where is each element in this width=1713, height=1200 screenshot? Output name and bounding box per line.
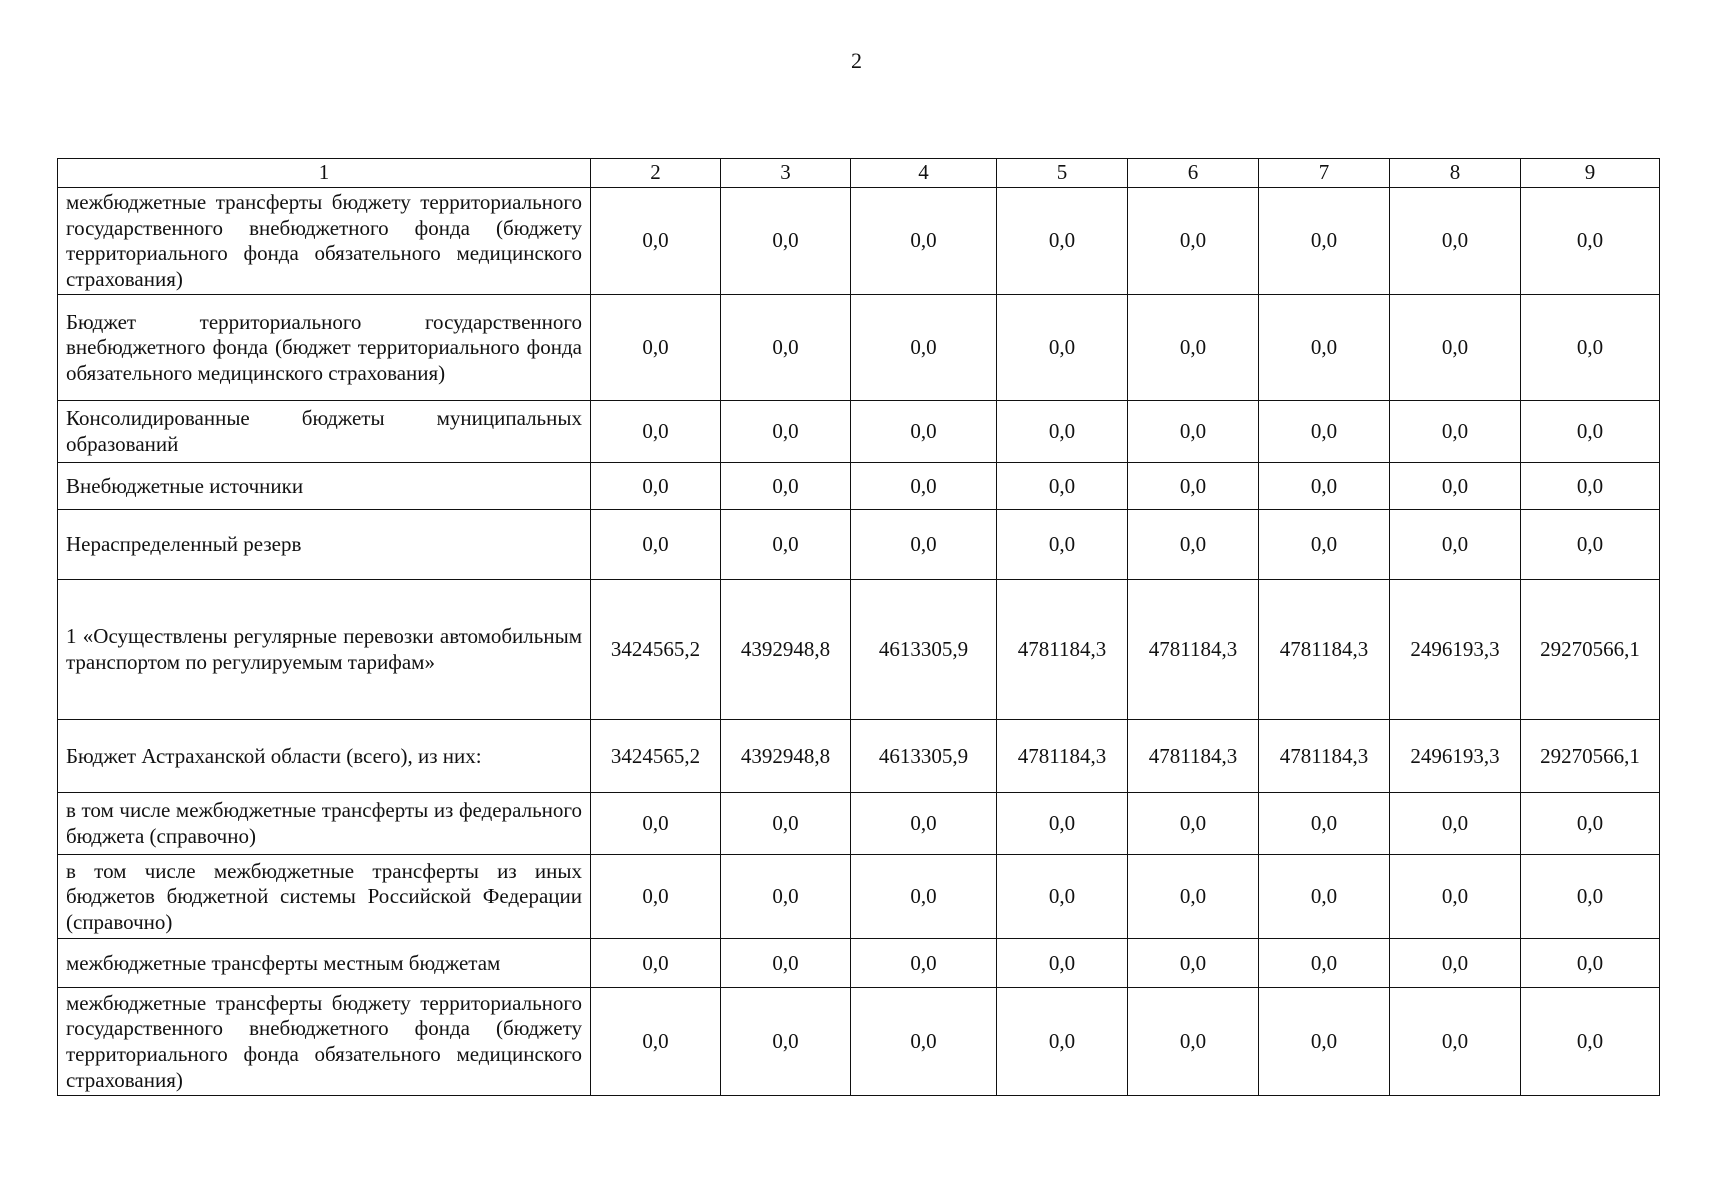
table-cell: 0,0 [591, 463, 721, 510]
table-cell: 29270566,1 [1521, 580, 1660, 720]
table-row [58, 855, 1660, 939]
table-cell: 0,0 [591, 295, 721, 401]
table-row [58, 720, 1660, 793]
table-cell: 0,0 [1390, 510, 1521, 580]
table-cell: 2496193,3 [1390, 580, 1521, 720]
table-row [58, 939, 1660, 988]
row-label: Бюджет Астраханской области (всего), из них: [58, 720, 591, 793]
table-cell: 0,0 [591, 855, 721, 939]
budget-table [57, 158, 1660, 1096]
table-cell: 0,0 [1128, 401, 1259, 463]
table-cell: 0,0 [1128, 463, 1259, 510]
row-label: Бюджет территориального государственного внебюджетного фонда (бюджет территориального фонда обязательного медицинского страхования) [58, 295, 591, 401]
table-cell: 0,0 [1128, 855, 1259, 939]
table-cell: 4781184,3 [1128, 720, 1259, 793]
table-row [58, 510, 1660, 580]
table-cell: 0,0 [721, 939, 851, 988]
table-cell: 4781184,3 [997, 720, 1128, 793]
table-cell: 0,0 [1128, 939, 1259, 988]
table-cell: 0,0 [1521, 793, 1660, 855]
table-cell: 0,0 [1521, 401, 1660, 463]
table-cell: 0,0 [591, 188, 721, 295]
table-cell: 4613305,9 [851, 720, 997, 793]
row-label: межбюджетные трансферты бюджету территориального государственного внебюджетного фонда (бюджету территориального фонда обязательного медицинского страхования) [58, 988, 591, 1096]
table-cell: 0,0 [1521, 988, 1660, 1096]
table-cell: 0,0 [721, 510, 851, 580]
table-cell: 3424565,2 [591, 580, 721, 720]
table-cell: 0,0 [1259, 988, 1390, 1096]
table-cell: 0,0 [1521, 510, 1660, 580]
table-cell: 0,0 [851, 401, 997, 463]
page-number: 2 [851, 48, 862, 73]
table-cell: 0,0 [591, 401, 721, 463]
table-cell: 0,0 [591, 939, 721, 988]
table-cell: 0,0 [1128, 510, 1259, 580]
table-cell: 0,0 [851, 988, 997, 1096]
table-cell: 0,0 [1521, 855, 1660, 939]
table-cell: 0,0 [1390, 793, 1521, 855]
column-header: 3 [721, 159, 851, 188]
table-cell: 0,0 [997, 295, 1128, 401]
table-cell: 4613305,9 [851, 580, 997, 720]
table-cell: 0,0 [721, 988, 851, 1096]
table-cell: 0,0 [721, 401, 851, 463]
table-cell: 0,0 [1259, 463, 1390, 510]
table-cell: 0,0 [1128, 988, 1259, 1096]
table-cell: 0,0 [1128, 793, 1259, 855]
table-row [58, 463, 1660, 510]
table-cell: 29270566,1 [1521, 720, 1660, 793]
row-label: Внебюджетные источники [58, 463, 591, 510]
table-cell: 0,0 [1259, 855, 1390, 939]
table-cell: 0,0 [721, 188, 851, 295]
table-cell: 0,0 [721, 295, 851, 401]
table-cell: 4781184,3 [1259, 580, 1390, 720]
table-cell: 0,0 [1521, 939, 1660, 988]
row-label: 1 «Осуществлены регулярные перевозки автомобильным транспортом по регулируемым тарифам» [58, 580, 591, 720]
table-cell: 0,0 [997, 988, 1128, 1096]
row-label: Нераспределенный резерв [58, 510, 591, 580]
table-cell: 4781184,3 [997, 580, 1128, 720]
table-cell: 0,0 [721, 463, 851, 510]
table-cell: 0,0 [1128, 295, 1259, 401]
column-header: 9 [1521, 159, 1660, 188]
table-cell: 0,0 [851, 939, 997, 988]
table-cell: 0,0 [1521, 188, 1660, 295]
table-cell: 0,0 [851, 295, 997, 401]
table-cell: 0,0 [1128, 188, 1259, 295]
table-header-row [58, 159, 1660, 188]
table-cell: 0,0 [591, 510, 721, 580]
table-cell: 0,0 [997, 939, 1128, 988]
table-cell: 0,0 [1390, 988, 1521, 1096]
table-cell: 0,0 [1390, 401, 1521, 463]
table-cell: 0,0 [851, 463, 997, 510]
table-row [58, 988, 1660, 1096]
table-row [58, 401, 1660, 463]
table-cell: 0,0 [1259, 295, 1390, 401]
row-label: межбюджетные трансферты местным бюджетам [58, 939, 591, 988]
table-row [58, 295, 1660, 401]
table-cell: 0,0 [1259, 401, 1390, 463]
table-cell: 0,0 [997, 188, 1128, 295]
row-label: Консолидированные бюджеты муниципальных образований [58, 401, 591, 463]
table-cell: 0,0 [1259, 939, 1390, 988]
table-cell: 0,0 [1259, 510, 1390, 580]
table-cell: 0,0 [1390, 855, 1521, 939]
column-header: 7 [1259, 159, 1390, 188]
table-cell: 3424565,2 [591, 720, 721, 793]
column-header: 2 [591, 159, 721, 188]
row-label: межбюджетные трансферты бюджету территориального государственного внебюджетного фонда (бюджету территориального фонда обязательного медицинского страхования) [58, 188, 591, 295]
table-cell: 0,0 [997, 855, 1128, 939]
table-cell: 0,0 [1390, 188, 1521, 295]
table-cell: 0,0 [1259, 188, 1390, 295]
table-row [58, 793, 1660, 855]
table-cell: 0,0 [1390, 295, 1521, 401]
column-header: 6 [1128, 159, 1259, 188]
column-header: 4 [851, 159, 997, 188]
column-header: 8 [1390, 159, 1521, 188]
table-cell: 0,0 [851, 793, 997, 855]
table-cell: 0,0 [721, 855, 851, 939]
table-cell: 4781184,3 [1259, 720, 1390, 793]
row-label: в том числе межбюджетные трансферты из иных бюджетов бюджетной системы Российской Федерации (справочно) [58, 855, 591, 939]
table-cell: 0,0 [1521, 463, 1660, 510]
table-cell: 0,0 [1390, 463, 1521, 510]
table-cell: 0,0 [997, 793, 1128, 855]
table-cell: 4781184,3 [1128, 580, 1259, 720]
table-row [58, 580, 1660, 720]
table-cell: 0,0 [721, 793, 851, 855]
table-cell: 0,0 [997, 401, 1128, 463]
table-cell: 0,0 [997, 510, 1128, 580]
table-cell: 0,0 [1390, 939, 1521, 988]
table-row [58, 188, 1660, 295]
table-cell: 0,0 [591, 793, 721, 855]
table-cell: 0,0 [1521, 295, 1660, 401]
table-cell: 2496193,3 [1390, 720, 1521, 793]
row-label: в том числе межбюджетные трансферты из федерального бюджета (справочно) [58, 793, 591, 855]
table-cell: 0,0 [997, 463, 1128, 510]
column-header: 5 [997, 159, 1128, 188]
table-cell: 4392948,8 [721, 580, 851, 720]
column-header: 1 [58, 159, 591, 188]
table-cell: 4392948,8 [721, 720, 851, 793]
table-cell: 0,0 [851, 855, 997, 939]
table-cell: 0,0 [591, 988, 721, 1096]
table-cell: 0,0 [851, 510, 997, 580]
table-cell: 0,0 [851, 188, 997, 295]
table-cell: 0,0 [1259, 793, 1390, 855]
